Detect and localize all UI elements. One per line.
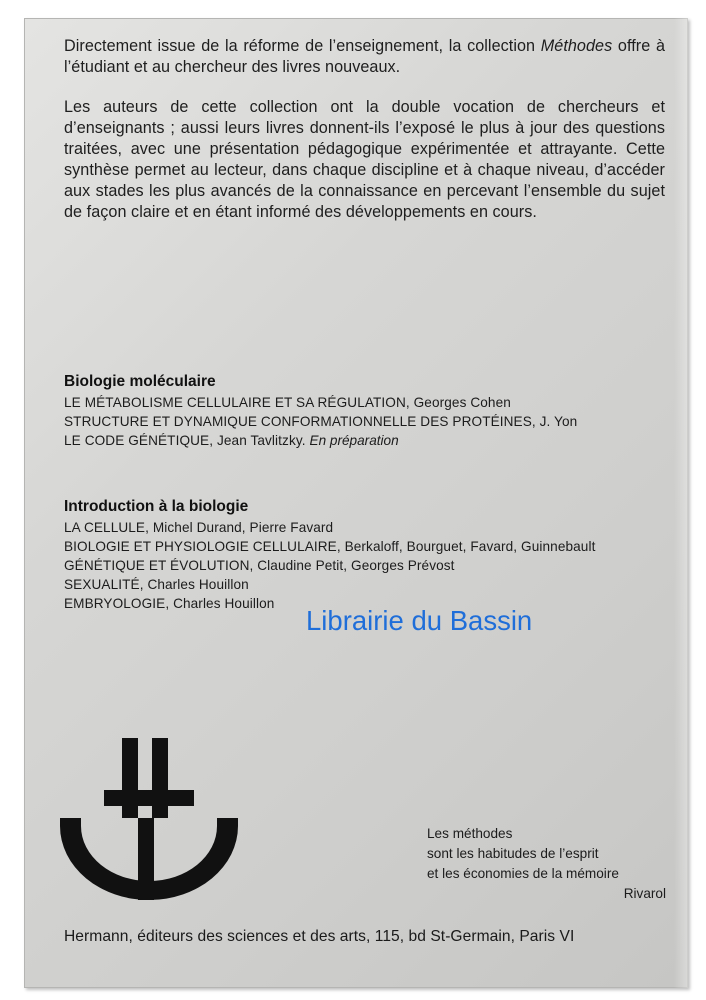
book-list-biologie-moleculaire <box>64 393 577 450</box>
list-item <box>64 575 595 594</box>
book-entry: EMBRYOLOGIE, Charles Houillon <box>64 596 275 611</box>
quote-line: sont les habitudes de l’esprit <box>427 846 599 861</box>
list-item <box>64 518 595 537</box>
list-item <box>64 431 577 450</box>
book-status: En préparation <box>309 433 399 448</box>
book-entry: LE CODE GÉNÉTIQUE, Jean Tavlitzky. <box>64 433 310 448</box>
quote-line: Les méthodes <box>427 826 513 841</box>
collection-name: Méthodes <box>540 37 613 55</box>
section-title-introduction-biologie: Introduction à la biologie <box>64 498 249 515</box>
list-item <box>64 537 595 556</box>
quote-author: Rivarol <box>623 886 666 901</box>
intro-p1-start: Directement issue de la réforme de l’enseignement, la collection <box>64 37 541 55</box>
book-entry: SEXUALITÉ, Charles Houillon <box>64 577 249 592</box>
book-entry: LA CELLULE, Michel Durand, Pierre Favard <box>64 520 334 535</box>
publisher-imprint: Hermann, éditeurs des sciences et des arts, 115, bd St-Germain, Paris VI <box>64 928 575 945</box>
intro-p1-end: offre à l’étudiant et au chercheur des livres nouveaux. <box>64 37 665 76</box>
book-list-introduction-biologie <box>64 518 595 613</box>
intro-paragraph-2: Les auteurs de cette collection ont la double vocation de chercheurs et d’enseignants ; aussi leurs livres donnent-ils l’exposé le plus à jour des questions traitées, avec une présentation pédagogique expérimentée et attrayante. Cette synthèse permet au lecteur, dans chaque discipline et à chaque niveau, d’accéder aux stades les plus avancés de la connaissance en percevant l’ensemble du sujet de façon claire et en étant informé des développements en cours. <box>64 98 665 221</box>
section-title-biologie-moleculaire: Biologie moléculaire <box>64 373 216 390</box>
book-entry: BIOLOGIE ET PHYSIOLOGIE CELLULAIRE, Berkaloff, Bourguet, Favard, Guinnebault <box>64 539 596 554</box>
book-back-cover <box>24 18 688 988</box>
list-item <box>64 393 577 412</box>
rivarol-quote <box>422 824 666 904</box>
hermann-logo-icon <box>60 738 238 900</box>
seller-watermark: Librairie du Bassin <box>306 605 533 636</box>
book-entry: LE MÉTABOLISME CELLULAIRE ET SA RÉGULATION, Georges Cohen <box>64 395 511 410</box>
book-entry: GÉNÉTIQUE ET ÉVOLUTION, Claudine Petit, Georges Prévost <box>64 558 455 573</box>
list-item <box>64 556 595 575</box>
list-item <box>64 412 577 431</box>
book-entry: STRUCTURE ET DYNAMIQUE CONFORMATIONNELLE DES PROTÉINES, J. Yon <box>64 414 578 429</box>
quote-line: et les économies de la mémoire <box>427 866 619 881</box>
intro-paragraph-1 <box>64 36 665 78</box>
